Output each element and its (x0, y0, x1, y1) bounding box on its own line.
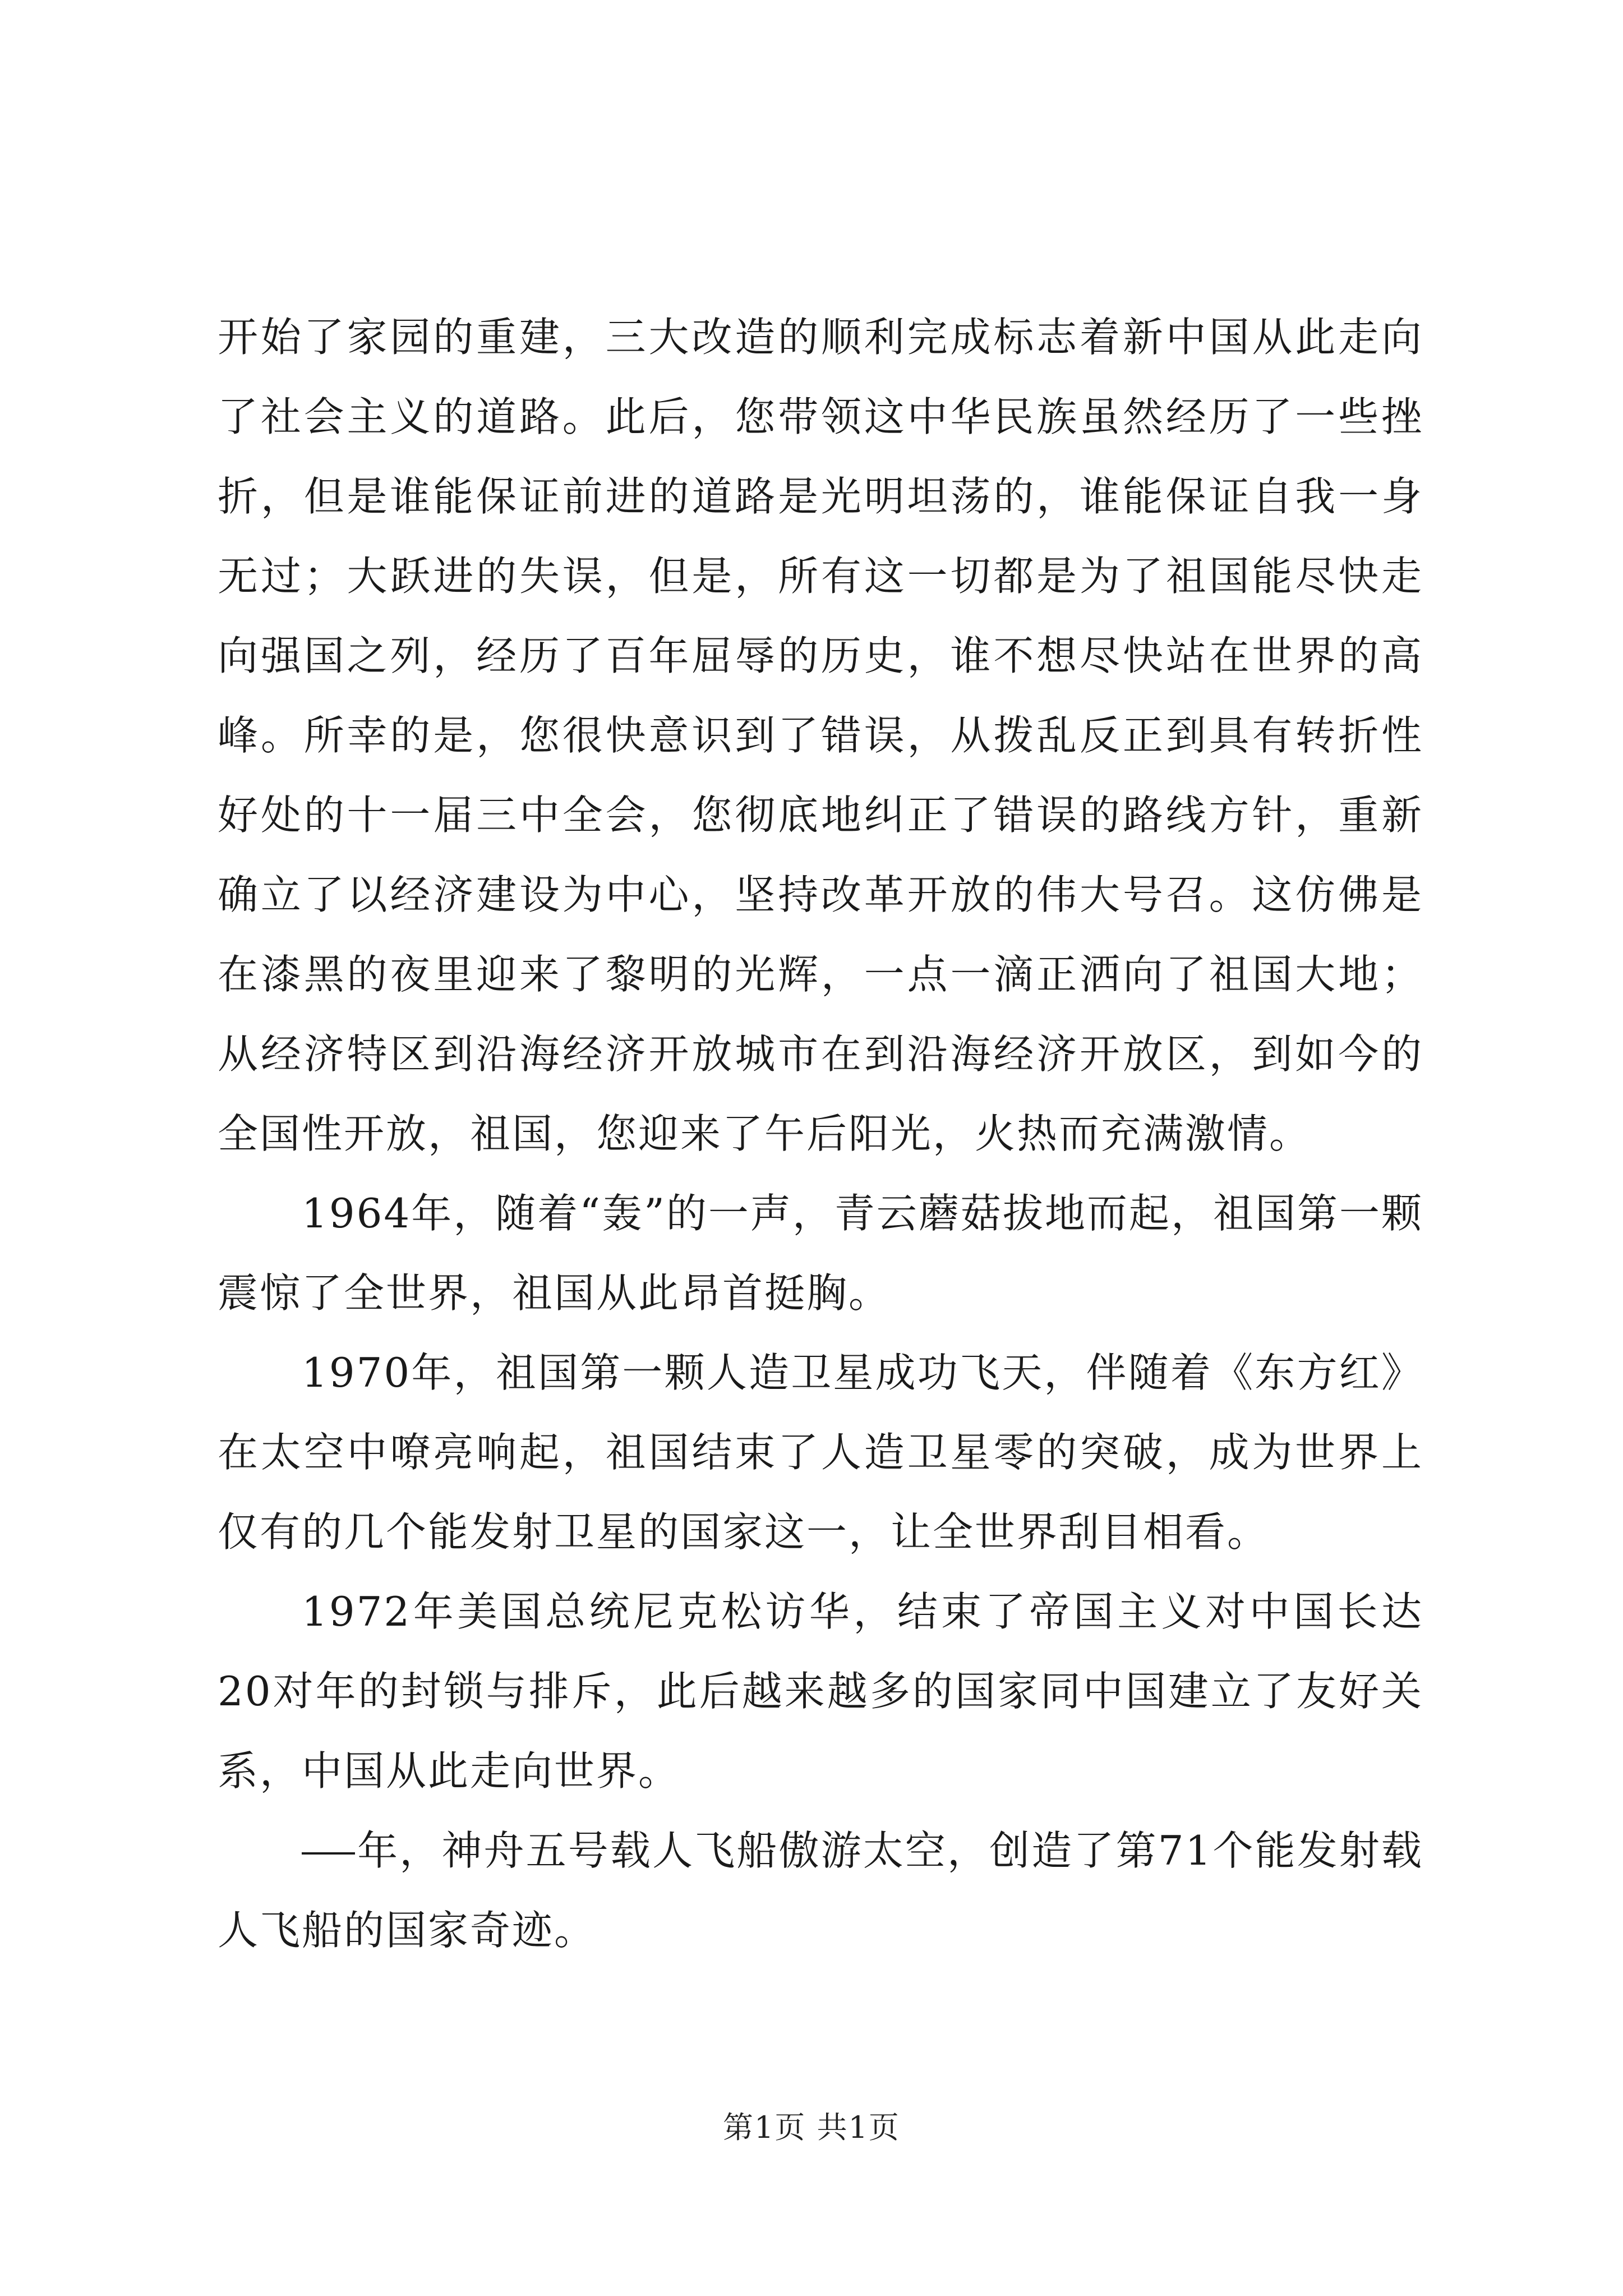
paragraph-2: 1964年，随着“轰”的一声，青云蘑菇拔地而起，祖国第一颗震惊了全世界，祖国从此昂首挺胸。 (218, 1190, 1423, 1317)
document-body (218, 297, 1423, 1970)
paragraph-5-text: 年，神舟五号载人飞船傲游太空，创造了第71个能发射载人飞船的国家奇迹。 (218, 1827, 1423, 1954)
paragraph-3: 1970年，祖国第一颗人造卫星成功飞天，伴随着《东方红》在太空中嘹亮响起，祖国结束了人造卫星零的突破，成为世界上仅有的几个能发射卫星的国家这一，让全世界刮目相看。 (218, 1349, 1423, 1556)
page-footer: 第1页 共1页 (723, 2110, 900, 2145)
paragraph-1: 开始了家园的重建，三大改造的顺利完成标志着新中国从此走向了社会主义的道路。此后，您带领这中华民族虽然经历了一些挫折，但是谁能保证前进的道路是光明坦荡的，谁能保证自我一身无过；大跃进的失误，但是，所有这一切都是为了祖国能尽快走向强国之列，经历了百年屈辱的历史，谁不想尽快站在世界的高峰。所幸的是，您很快意识到了错误，从拨乱反正到具有转折性好处的十一届三中全会，您彻底地纠正了错误的路线方针，重新确立了以经济建设为中心，坚持改革开放的伟大号召。这仿佛是在漆黑的夜里迎来了黎明的光辉，一点一滴正洒向了祖国大地；从经济特区到沿海经济开放城市在到沿海经济开放区，到如今的全国性开放，祖国，您迎来了午后阳光，火热而充满激情。 (218, 314, 1423, 1157)
paragraph-5 (218, 1811, 1423, 1970)
paragraph-4: 1972年美国总统尼克松访华，结束了帝国主义对中国长达20对年的封锁与排斥，此后越来越多的国家同中国建立了友好关系，中国从此走向世界。 (218, 1588, 1423, 1795)
fill-in-blank (302, 1812, 355, 1855)
